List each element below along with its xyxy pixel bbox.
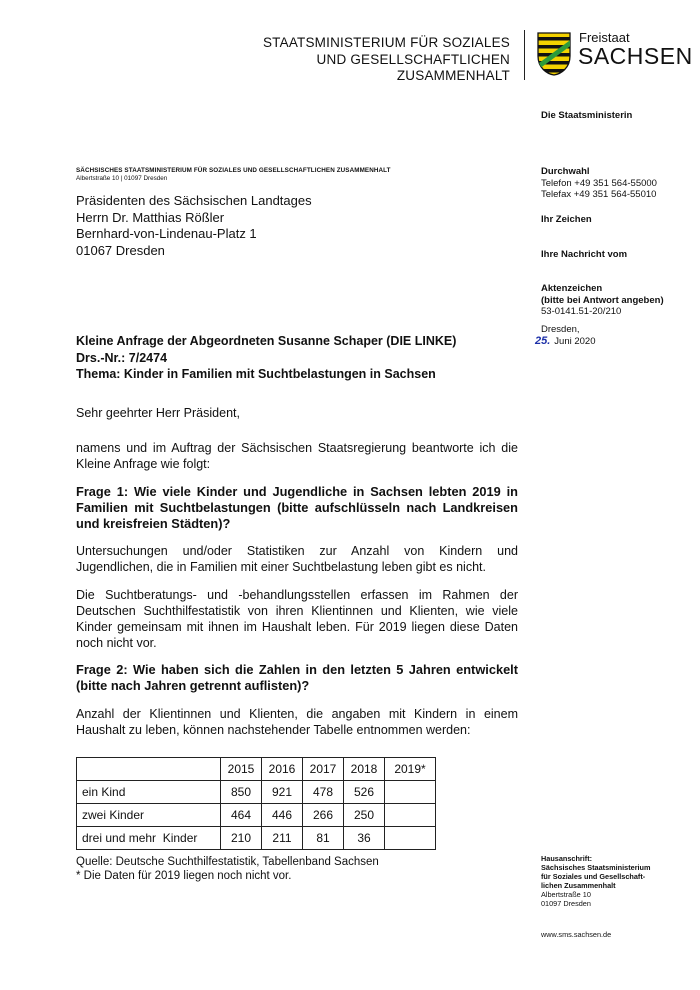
table-cell: 464: [221, 804, 262, 827]
durchwahl-block: [541, 166, 657, 201]
table-cell: drei und mehr Kinder: [77, 827, 221, 850]
ministry-name: [263, 35, 510, 85]
staatsministerin-label: Die Staatsministerin: [541, 110, 633, 121]
sachsen-logo: [537, 30, 693, 85]
date-place: Dresden,: [541, 324, 580, 335]
durchwahl-label: Durchwahl: [541, 166, 590, 177]
subject-block: [76, 333, 456, 383]
subject-drs-nr: Drs.-Nr.: 7/2474: [76, 350, 168, 365]
aktenzeichen-block: [541, 283, 664, 318]
answer-2-paragraph: Anzahl der Klientinnen und Klienten, die angaben mit Kindern in einem Haushalt zu leben, können nachstehender Tabelle entnommen werden:: [76, 707, 518, 737]
date-month-year: Juni 2020: [554, 335, 596, 347]
question-1: Frage 1: Wie viele Kinder und Jugendliche in Sachsen lebten 2019 in Familien mit Suchtbelastungen (bitte aufschlüsseln nach Landkreisen und kreisfreien Städten)?: [76, 484, 518, 531]
logo-freistaat: Freistaat: [579, 30, 630, 45]
header-divider: [524, 30, 525, 80]
ihr-zeichen-label: Ihr Zeichen: [541, 214, 592, 225]
telefon-number: Telefon +49 351 564-55000: [541, 177, 657, 189]
logo-sachsen: SACHSEN: [578, 43, 693, 69]
hausanschrift-street: Albertstraße 10: [541, 890, 591, 899]
table-cell: 446: [262, 804, 303, 827]
table-cell: zwei Kinder: [77, 804, 221, 827]
telefax-number: Telefax +49 351 564-55010: [541, 189, 657, 200]
date-block: [535, 324, 596, 347]
intro-paragraph: namens und im Auftrag der Sächsischen Staatsregierung beantworte ich die Kleine Anfrage wie folgt:: [76, 441, 518, 471]
table-source: [76, 855, 379, 883]
aktenzeichen-value: 53-0141.51-20/210: [541, 306, 622, 317]
recipient-address: [76, 193, 312, 259]
hausanschrift-city: 01097 Dresden: [541, 899, 591, 908]
table-header-cell: 2015: [221, 758, 262, 781]
table-cell: [385, 781, 436, 804]
children-statistics-table: [76, 757, 436, 850]
recipient-line: Präsidenten des Sächsischen Landtages: [76, 193, 312, 208]
table-cell: 36: [344, 827, 385, 850]
answer-1-paragraph-1: Untersuchungen und/oder Statistiken zur Anzahl von Kindern und Jugendlichen, die in Familien mit einer Suchtbelastung leben gibt es nicht.: [76, 544, 518, 574]
table-header-cell: 2018: [344, 758, 385, 781]
hausanschrift-block: [541, 854, 651, 908]
table-cell: 81: [303, 827, 344, 850]
aktenzeichen-note: (bitte bei Antwort angeben): [541, 294, 664, 306]
table-row: [77, 781, 436, 804]
table-header-cell: 2016: [262, 758, 303, 781]
footnote-line: * Die Daten für 2019 liegen noch nicht vor.: [76, 870, 292, 882]
table-cell: [385, 804, 436, 827]
table-cell: 250: [344, 804, 385, 827]
handwritten-day: 25.: [535, 334, 551, 347]
coat-of-arms-icon: [537, 32, 571, 76]
table-row: [77, 827, 436, 850]
table-header-cell: [77, 758, 221, 781]
ministry-name-line: ZUSAMMENHALT: [396, 68, 510, 83]
hausanschrift-line: Sächsisches Staatsministerium: [541, 863, 651, 872]
ihre-nachricht-label: Ihre Nachricht vom: [541, 249, 628, 260]
ministry-name-line: STAATSMINISTERIUM FÜR SOZIALES: [262, 35, 510, 50]
table-header-cell: 2019*: [385, 758, 436, 781]
table-cell: 526: [344, 781, 385, 804]
sender-line: SÄCHSISCHES STAATSMINISTERIUM FÜR SOZIALES UND GESELLSCHAFTLICHEN ZUSAMMENHALT: [76, 167, 391, 174]
table-cell: 266: [303, 804, 344, 827]
subject-topic: Thema: Kinder in Familien mit Suchtbelastungen in Sachsen: [76, 367, 436, 381]
subject-title: Kleine Anfrage der Abgeordneten Susanne Schaper (DIE LINKE): [76, 334, 457, 348]
table-header-cell: 2017: [303, 758, 344, 781]
source-line: Quelle: Deutsche Suchthilfestatistik, Tabellenband Sachsen: [76, 856, 379, 868]
website-link[interactable]: www.sms.sachsen.de: [541, 930, 612, 939]
table-header-row: [77, 758, 436, 781]
aktenzeichen-label: Aktenzeichen: [541, 283, 603, 294]
table-cell: 210: [221, 827, 262, 850]
question-2: Frage 2: Wie haben sich die Zahlen in den letzten 5 Jahren entwickelt (bitte nach Jahren getrennt auflisten)?: [76, 662, 518, 693]
table-cell: ein Kind: [77, 781, 221, 804]
hausanschrift-line: für Soziales und Gesellschaft-: [541, 872, 646, 881]
table-cell: 850: [221, 781, 262, 804]
table-row: [77, 804, 436, 827]
hausanschrift-line: lichen Zusammenhalt: [541, 881, 616, 890]
table-cell: 921: [262, 781, 303, 804]
recipient-line: Bernhard-von-Lindenau-Platz 1: [76, 226, 257, 241]
recipient-line: 01067 Dresden: [76, 242, 165, 258]
hausanschrift-label: Hausanschrift:: [541, 854, 593, 863]
table-cell: 478: [303, 781, 344, 804]
salutation: Sehr geehrter Herr Präsident,: [76, 406, 240, 420]
table-cell: [385, 827, 436, 850]
table-cell: 211: [262, 827, 303, 850]
sender-address: Albertstraße 10 | 01097 Dresden: [76, 175, 168, 182]
ministry-name-line: UND GESELLSCHAFTLICHEN: [316, 51, 510, 67]
recipient-line: Herrn Dr. Matthias Rößler: [76, 209, 225, 225]
answer-1-paragraph-2: Die Suchtberatungs- und -behandlungsstellen erfassen im Rahmen der Deutschen Suchthilfestatistik von ihren Klientinnen und Klienten, wie viele Kinder gemeinsam mit ihnen im Haushalt leben. Für 2019 liegen diese Daten noch nicht vor.: [76, 588, 518, 650]
